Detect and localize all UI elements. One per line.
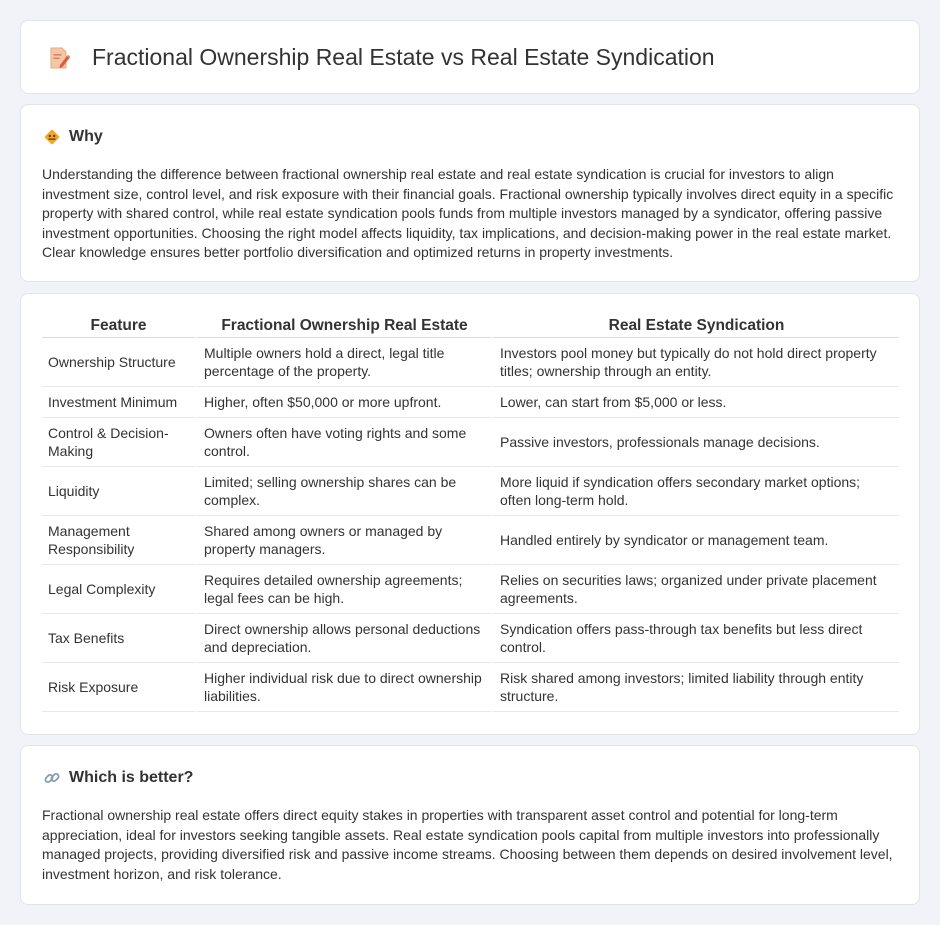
why-heading: Why xyxy=(69,128,103,145)
header-feature: Feature xyxy=(42,316,195,338)
diamond-sign-icon xyxy=(43,128,61,146)
feature-cell: Investment Minimum xyxy=(42,387,195,418)
fractional-cell: Multiple owners hold a direct, legal title percentage of the property. xyxy=(195,338,491,387)
syndication-cell: More liquid if syndication offers secondary market options; often long-term hold. xyxy=(491,467,899,516)
link-icon xyxy=(43,769,61,787)
feature-cell: Legal Complexity xyxy=(42,565,195,614)
table-row xyxy=(42,467,899,516)
comparison-table xyxy=(42,316,899,712)
header-card xyxy=(20,20,920,94)
table-row xyxy=(42,663,899,712)
feature-cell: Management Responsibility xyxy=(42,516,195,565)
syndication-cell: Relies on securities laws; organized under private placement agreements. xyxy=(491,565,899,614)
feature-cell: Control & Decision-Making xyxy=(42,418,195,467)
feature-cell: Ownership Structure xyxy=(42,338,195,387)
feature-cell: Risk Exposure xyxy=(42,663,195,712)
table-row xyxy=(42,338,899,387)
feature-cell: Liquidity xyxy=(42,467,195,516)
fractional-cell: Higher, often $50,000 or more upfront. xyxy=(195,387,491,418)
syndication-cell: Risk shared among investors; limited liability through entity structure. xyxy=(491,663,899,712)
better-heading-row xyxy=(43,768,193,788)
table-row xyxy=(42,418,899,467)
table-header-row xyxy=(42,316,899,338)
fractional-cell: Direct ownership allows personal deductions and depreciation. xyxy=(195,614,491,663)
why-text: Understanding the difference between fractional ownership real estate and real estate syndication is crucial for investors to align investment size, control level, and risk exposure with their financial goals. Fractional ownership typically involves direct equity in a specific property with shared control, while real estate syndication pools funds from multiple investors managed by a syndicator, offering passive investment opportunities. Choosing the right model affects liquidity, tax implications, and decision-making power in the real estate market. Clear knowledge ensures better portfolio diversification and optimized returns in property investments. xyxy=(42,166,894,260)
fractional-cell: Limited; selling ownership shares can be complex. xyxy=(195,467,491,516)
table-row xyxy=(42,565,899,614)
document-edit-icon xyxy=(48,46,70,70)
table-row xyxy=(42,516,899,565)
syndication-cell: Lower, can start from $5,000 or less. xyxy=(491,387,899,418)
page-title: Fractional Ownership Real Estate vs Real Estate Syndication xyxy=(92,44,715,70)
header-fractional: Fractional Ownership Real Estate xyxy=(195,316,491,338)
why-heading-row xyxy=(43,127,103,147)
fractional-cell: Shared among owners or managed by property managers. xyxy=(195,516,491,565)
syndication-cell: Passive investors, professionals manage decisions. xyxy=(491,418,899,467)
fractional-cell: Requires detailed ownership agreements; legal fees can be high. xyxy=(195,565,491,614)
table-row xyxy=(42,614,899,663)
fractional-cell: Owners often have voting rights and some control. xyxy=(195,418,491,467)
why-section xyxy=(20,104,920,282)
feature-cell: Tax Benefits xyxy=(42,614,195,663)
fractional-cell: Higher individual risk due to direct ownership liabilities. xyxy=(195,663,491,712)
comparison-card xyxy=(20,293,920,735)
table-row xyxy=(42,387,899,418)
better-text: Fractional ownership real estate offers direct equity stakes in properties with transparent asset control and potential for long-term appreciation, ideal for investors seeking tangible assets. Real estate syndication pools capital from multiple investors into professionally managed projects, providing diversified risk and passive income streams. Choosing between them depends on desired involvement level, investment horizon, and risk tolerance. xyxy=(42,807,893,882)
better-heading: Which is better? xyxy=(69,769,194,786)
header-syndication: Real Estate Syndication xyxy=(491,316,899,338)
syndication-cell: Syndication offers pass-through tax benefits but less direct control. xyxy=(491,614,899,663)
syndication-cell: Investors pool money but typically do not hold direct property titles; ownership through an entity. xyxy=(491,338,899,387)
which-better-section xyxy=(20,745,920,905)
syndication-cell: Handled entirely by syndicator or management team. xyxy=(491,516,899,565)
